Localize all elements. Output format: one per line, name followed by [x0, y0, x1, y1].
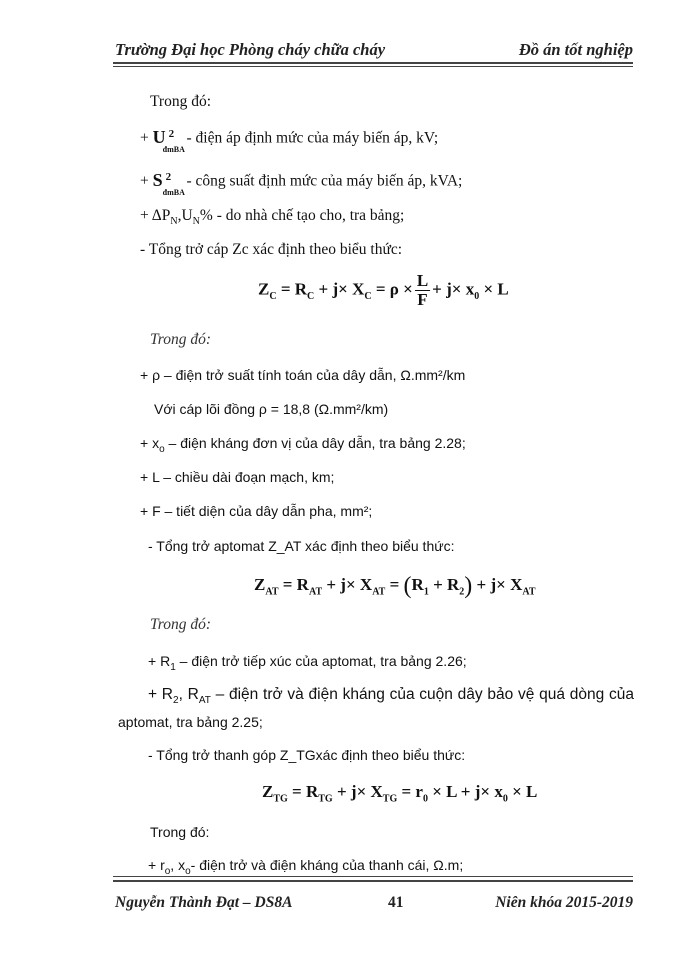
ztg-formula: $Z_{TG} = R_{TG} + j\times X_{TG} = r_0 \times L + j\times x_0 \times L$: [262, 782, 538, 805]
footer-rule-thin: [113, 876, 633, 877]
trong-do-label-3: Trong đó:: [150, 616, 212, 633]
footer-rule: [113, 880, 633, 882]
trong-do-label-4: Trong đó:: [150, 824, 210, 840]
F-desc: + F – tiết diện của dây dẫn pha, mm²;: [140, 503, 373, 519]
r1-line: + $R_1$ – điện trở tiếp xúc của aptomat, tra bảng 2.26;: [148, 653, 467, 673]
L-desc: + L – chiều dài đoạn mạch, km;: [140, 469, 335, 485]
u-rated-symbol: U 2 đmBA: [152, 127, 185, 154]
header-school: Trường Đại học Phòng cháy chữa cháy: [115, 40, 386, 59]
x0-line: + $x_o$ – điện kháng đơn vị của dây dẫn, tra bảng 2.28;: [140, 435, 466, 455]
header-rule: [113, 62, 633, 64]
rho-desc: + ρ – điện trở suất tính toán của dây dẫn, Ω.mm²/km: [140, 367, 466, 383]
r2-desc: – điện trở và điện kháng của cuộn dây bảo vệ quá dòng của: [215, 686, 634, 703]
r0-desc: - điện trở và điện kháng của thanh cái, Ω.m;: [190, 857, 464, 873]
page-footer: [113, 876, 633, 916]
page-header: [113, 34, 633, 64]
s-rated-symbol: S 2 đmBA: [152, 170, 185, 197]
trong-do-label-2: Trong đó:: [150, 331, 212, 348]
zc-formula: $Z_C = R_C + j\times X_C = \rho$ × $\frac{L}{F}$ + $j\times x_0 \times L$: [258, 271, 509, 309]
page-number: 41: [388, 894, 404, 911]
s-rated-line: + S 2 đmBA - công suất định mức của máy biến áp, kVA;: [140, 170, 463, 197]
footer-year: Niên khóa 2015-2019: [495, 894, 633, 911]
trong-do-label: Trong đó:: [150, 93, 212, 110]
pn-line: + $\Delta P_N,U_N\%$ - do nhà chế tạo cho, tra bảng;: [140, 207, 405, 228]
pn-desc: - do nhà chế tạo cho, tra bảng;: [216, 207, 405, 224]
r2-desc-cont: aptomat, tra bảng 2.25;: [118, 714, 263, 730]
header-rule-thin: [113, 66, 633, 67]
r1-desc: – điện trở tiếp xúc của aptomat, tra bảng 2.26;: [179, 653, 467, 669]
s-rated-desc: - công suất định mức của máy biến áp, kVA;: [186, 172, 463, 190]
footer-author: Nguyễn Thành Đạt – DS8A: [115, 894, 293, 911]
zat-intro: - Tổng trở aptomat Z_AT xác định theo biểu thức:: [148, 538, 455, 554]
zc-intro: - Tổng trở cáp Zc xác định theo biểu thức:: [140, 241, 403, 258]
r0-line: + $r_o$, $x_o-$ điện trở và điện kháng của thanh cái, Ω.m;: [148, 857, 464, 877]
ztg-intro: - Tổng trở thanh góp Z_TGxác định theo biểu thức:: [148, 747, 466, 763]
zat-formula: $Z_{AT} = R_{AT} + j\times X_{AT} = (R_1 + R_2) + j\times X_{AT}$: [254, 573, 536, 599]
rho-copper: Với cáp lõi đồng ρ = 18,8 (Ω.mm²/km): [154, 401, 389, 417]
header-title: Đồ án tốt nghiệp: [518, 40, 633, 59]
u-rated-desc: - điện áp định mức của máy biến áp, kV;: [186, 129, 439, 147]
x0-desc: – điện kháng đơn vị của dây dẫn, tra bảng 2.28;: [168, 435, 466, 451]
u-rated-line: + U 2 đmBA - điện áp định mức của máy biến áp, kV;: [140, 127, 439, 154]
r2-line: + $R_2$, $R_{AT}$ – điện trở và điện kháng của cuộn dây bảo vệ quá dòng của: [148, 686, 634, 707]
